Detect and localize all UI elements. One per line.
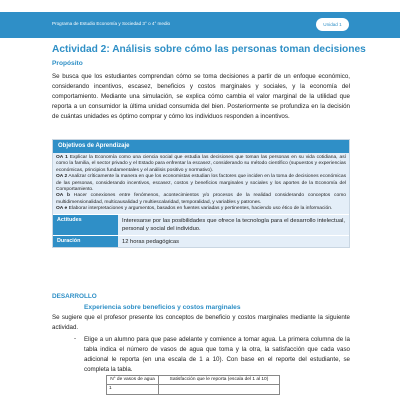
unit-badge: Unidad 1 xyxy=(316,18,349,31)
objective-item xyxy=(56,155,346,174)
activity-title: Actividad 2: Análisis sobre cómo las personas toman decisiones xyxy=(52,44,366,55)
table-cell: 1 xyxy=(107,384,159,394)
table-cell xyxy=(159,384,280,394)
table-header-cell: N° de vasos de agua xyxy=(107,376,159,385)
objective-text: Elaborar interpretaciones y argumentos, basados en fuentes variadas y pertinentes, haciendo uso ético de la información. xyxy=(67,206,333,212)
objective-item xyxy=(56,206,346,212)
actitudes-row xyxy=(53,214,349,235)
objective-code: OA b xyxy=(56,193,70,199)
water-satisfaction-table xyxy=(106,375,280,395)
objective-item xyxy=(56,193,346,206)
experience-title: Experiencia sobre beneficios y costos marginales xyxy=(84,304,241,311)
table-header-cell: Satisfacción que le reporta (escala del 1 al 10) xyxy=(159,376,280,385)
objective-item xyxy=(56,174,346,193)
objective-code: OA 1 xyxy=(56,155,68,160)
objective-code: OA e xyxy=(56,206,68,212)
objectives-table xyxy=(52,139,350,248)
table-row xyxy=(107,384,280,394)
actitudes-label: Actitudes xyxy=(53,215,118,235)
proposito-heading: Propósito xyxy=(52,60,83,67)
duracion-text: 12 horas pedagógicas xyxy=(118,236,349,247)
bullet-text: Elige a un alumno para que pase adelante y comience a tomar agua. La primera columna de la tabla indica el número de vasos de agua que toma y la otra, la satisfacción que cada vaso adicional le reporta (en una escala de 1 a 10). Con base en el reporte del estudiante, se completa la tabla. xyxy=(84,336,350,373)
proposito-text: Se busca que los estudiantes comprendan cómo se toma decisiones a partir de un enfoque económico, considerando incentivos, escasez, beneficios y costos marginales y sociales, y la economía del comportamiento. Mediante una simulación, se explica cómo cambia el valor marginal de la utilidad que reporta a un consumidor la última unidad consumida del bien. Posteriormente se profundiza en la decisión de cuántas unidades es óptimo comprar y cómo los individuos responden a incentivos. xyxy=(52,73,350,120)
duracion-row xyxy=(53,235,349,247)
objective-text: Analizar críticamente la manera en que los economistas estudian los factores que inciden en la toma de decisiones económicas de las personas, considerando incentivos, escasez, costos y beneficios marginales y sociales y los aportes de la Economía del Comportamiento. xyxy=(56,174,347,193)
suggestion-text: Se sugiere que el profesor presente los conceptos de beneficio y costos marginales mediante la siguiente actividad. xyxy=(52,314,350,331)
actitudes-text: Interesarse por las posibilidades que ofrece la tecnología para el desarrollo intelectual, personal y social del individuo. xyxy=(118,215,349,235)
bullet-dash: - xyxy=(74,335,77,342)
objective-text: Hacer conexiones entre fenómenos, acontecimientos y/o procesos de la realidad considerando conceptos como multidimensionalidad, multicausalidad y multiescalaridad, temporalidad, y variables y patrones. xyxy=(56,193,346,205)
objectives-body xyxy=(53,153,349,214)
objectives-heading: Objetivos de Aprendizaje xyxy=(53,140,349,153)
objective-code: OA 2 xyxy=(56,174,68,180)
objective-text: Explicar la Economía como una ciencia social que estudia las decisiones que toman las personas en su vida cotidiana, así como la familia, el sector privado y el Estado para enfrentar la escasez, considerando su método científico (supuestos y experiencias económicas, principios fundamentales y el análisis positivo y normativo). xyxy=(56,155,346,173)
table-header-row xyxy=(107,376,280,385)
page-header-bar xyxy=(0,12,400,38)
program-title: Programa de Estudio Economía y Sociedad 3° o 4° medio xyxy=(52,21,171,26)
desarrollo-heading: DESARROLLO xyxy=(52,293,97,300)
duracion-label: Duración xyxy=(53,236,118,247)
